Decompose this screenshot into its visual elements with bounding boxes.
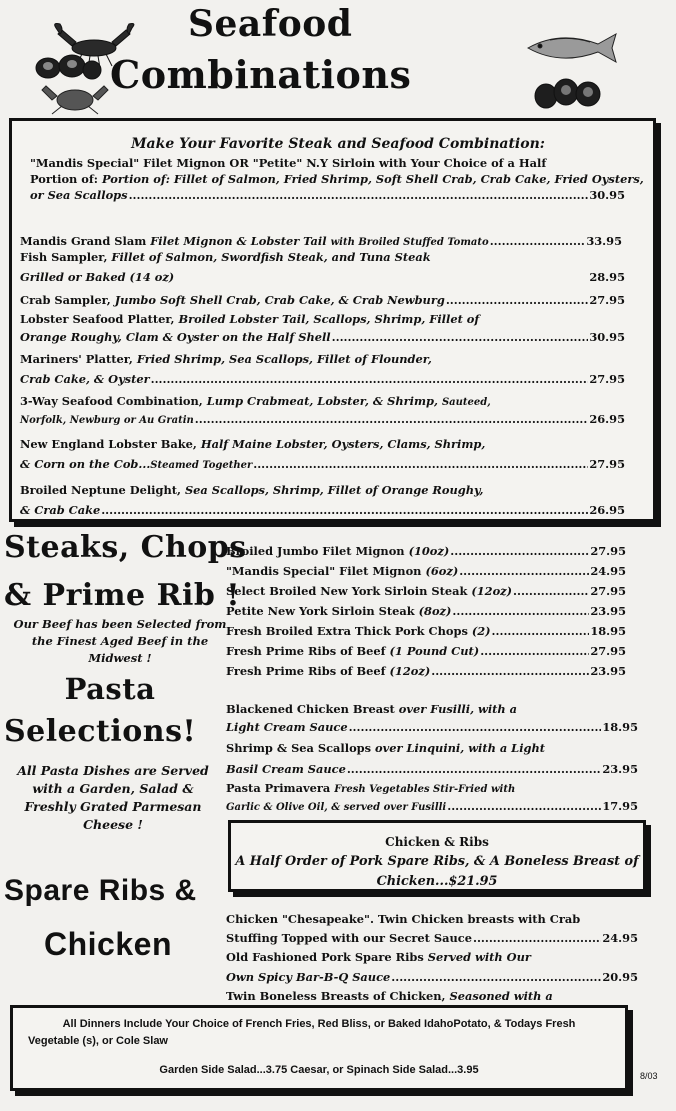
seafood-intro-line2: Portion of: Portion of: Fillet of Salmon, Fried Shrimp, Soft Shell Crab, Crab Cake, Fried Oysters, <box>30 172 644 186</box>
item-note: Steamed Together <box>150 460 253 471</box>
pasta-note-line: Cheese ! <box>83 817 143 832</box>
menu-item-neptune-delight-line2 <box>20 503 625 518</box>
chicken-ribs-title: Chicken & Ribs <box>385 835 489 849</box>
seafood-intro-last: or Sea Scallops <box>30 188 128 202</box>
item-desc: Broiled Lobster Tail, Scallops, Shrimp, Fillet of <box>178 312 480 326</box>
menu-item-mariners-platter <box>20 352 432 367</box>
steaks-note-line: Midwest ! <box>88 651 152 665</box>
seafood-intro-line3 <box>30 188 625 203</box>
menu-item-blackened-chicken-line2 <box>226 720 638 735</box>
steaks-heading-line2: & Prime Rib ! <box>4 578 240 613</box>
ribs-heading-line2: Chicken <box>44 926 172 962</box>
item-desc: Jumbo Soft Shell Crab, Crab Cake, & Crab Newburg <box>114 293 445 307</box>
item-price: 24.95 <box>602 931 638 945</box>
item-name: Fish Sampler, <box>20 250 108 264</box>
item-desc: Norfolk, Newburg or Au Gratin <box>20 415 194 426</box>
item-name: Select Broiled New York Sirloin Steak <box>226 584 468 598</box>
item-size: (10oz) <box>408 544 450 558</box>
menu-item-lobster-bake <box>20 437 485 452</box>
crab-icon <box>40 78 110 116</box>
menu-item-pasta-primavera <box>226 781 515 797</box>
item-size: (1 Pound Cut) <box>389 644 480 658</box>
mussels-icon <box>532 72 604 114</box>
item-desc: Crab Cake, & Oyster <box>20 372 150 386</box>
item-desc: & Crab Cake <box>20 503 101 517</box>
chicken-ribs-line2: Chicken...$21.95 <box>376 874 498 889</box>
menu-item-crab-sampler <box>20 293 625 308</box>
item-name: Fresh Broiled Extra Thick Pork Chops <box>226 624 468 638</box>
pasta-heading-line1: Pasta <box>64 672 156 706</box>
item-desc: Own Spicy Bar-B-Q Sauce <box>226 970 391 984</box>
menu-item-fish-sampler <box>20 250 431 265</box>
item-name: Crab Sampler, <box>20 293 111 307</box>
item-size: (12oz) <box>389 664 431 678</box>
menu-item-shrimp-scallops <box>226 741 545 756</box>
item-desc: Light Cream Sauce <box>226 720 348 734</box>
footer-sides-content <box>14 1016 624 1079</box>
pasta-note-line: Freshly Grated Parmesan <box>24 799 202 814</box>
item-desc: & Corn on the Cob... <box>20 457 151 471</box>
page-code: 8/03 <box>640 1071 658 1081</box>
item-price: 27.95 <box>589 457 625 471</box>
item-name: New England Lobster Bake, <box>20 437 197 451</box>
menu-item-shrimp-scallops-line2 <box>226 762 638 777</box>
item-price: 26.95 <box>589 412 625 426</box>
item-desc: Stuffing Topped with our Secret Sauce <box>226 931 472 945</box>
item-size: (6oz) <box>425 564 459 578</box>
page-title-line2: Combinations <box>110 52 412 97</box>
item-price: 18.95 <box>590 624 626 638</box>
menu-item-pork-spare-ribs-line2 <box>226 970 638 985</box>
item-desc: Served with Our <box>427 950 531 964</box>
menu-item-pasta-primavera-line2 <box>226 799 638 815</box>
menu-item-pork-chops <box>226 624 626 639</box>
menu-item-pork-spare-ribs <box>226 950 531 965</box>
item-desc: Half Maine Lobster, Oysters, Clams, Shrimp, <box>200 437 486 451</box>
item-price: 23.95 <box>602 762 638 776</box>
footer-line1: All Dinners Include Your Choice of French Fries, Red Bliss, or Baked IdahoPotato, & Todays Fresh <box>62 1018 576 1030</box>
item-price: 27.95 <box>590 584 626 598</box>
menu-item-lobster-bake-line2 <box>20 457 625 473</box>
menu-item-3way-seafood <box>20 394 491 410</box>
menu-item-jumbo-filet <box>226 544 626 559</box>
item-desc: over Linquini, with a Light <box>375 741 546 755</box>
item-name: Old Fashioned Pork Spare Ribs <box>226 950 424 964</box>
menu-item-prime-rib-pound <box>226 644 626 659</box>
pasta-note-line: with a Garden, Salad & <box>32 781 194 796</box>
menu-item-lobster-platter-line2 <box>20 330 625 345</box>
pasta-note-line: All Pasta Dishes are Served <box>17 763 209 778</box>
item-price: 23.95 <box>590 604 626 618</box>
seafood-heading <box>0 136 676 152</box>
item-desc: Basil Cream Sauce <box>226 762 346 776</box>
menu-item-prime-rib-12oz <box>226 664 626 679</box>
menu-item-fish-sampler-line2 <box>20 270 625 285</box>
steaks-note-line: Our Beef has been Selected from <box>13 617 227 631</box>
seafood-heading-text: Make Your Favorite Steak and Seafood Combination: <box>131 136 545 152</box>
seafood-intro-line1: "Mandis Special" Filet Mignon OR "Petite" N.Y Sirloin with Your Choice of a Half <box>30 156 547 170</box>
item-name: Lobster Seafood Platter, <box>20 312 175 326</box>
item-price: 27.95 <box>589 372 625 386</box>
menu-item-lobster-platter <box>20 312 479 327</box>
item-note: with Broiled Stuffed Tomato <box>330 237 489 248</box>
menu-item-mandis-filet <box>226 564 626 579</box>
item-name: Blackened Chicken Breast <box>226 702 395 716</box>
chicken-ribs-box-content <box>232 832 642 892</box>
item-name: Pasta Primavera <box>226 781 331 795</box>
seafood-intro-price: 30.95 <box>589 188 625 202</box>
menu-item-mariners-platter-line2 <box>20 372 625 387</box>
steaks-note <box>0 616 240 667</box>
item-price: 27.95 <box>590 644 626 658</box>
item-desc: Fried Shrimp, Sea Scallops, Fillet of Flounder, <box>136 352 432 366</box>
item-price: 27.95 <box>589 293 625 307</box>
item-desc: Fresh Vegetables Stir-Fried with <box>334 784 516 795</box>
item-name: Broiled Jumbo Filet Mignon <box>226 544 405 558</box>
item-size: (8oz) <box>418 604 452 618</box>
item-name: 3-Way Seafood Combination, <box>20 394 203 408</box>
item-price: 17.95 <box>602 799 638 813</box>
fish-icon <box>520 28 620 68</box>
item-price: 26.95 <box>589 503 625 517</box>
item-name: Petite New York Sirloin Steak <box>226 604 415 618</box>
seafood-intro-options: Portion of: Fillet of Salmon, Fried Shrimp, Soft Shell Crab, Crab Cake, Fried Oysters, <box>101 172 644 186</box>
ribs-heading-line1: Spare Ribs & <box>4 874 197 907</box>
menu-item-blackened-chicken <box>226 702 517 717</box>
item-desc: Sea Scallops, Shrimp, Fillet of Orange Roughy, <box>184 483 484 497</box>
item-name: Shrimp & Sea Scallops <box>226 741 372 755</box>
item-desc: over Fusilli, with a <box>398 702 518 716</box>
item-size: (12oz) <box>471 584 513 598</box>
item-desc: Lump Crabmeat, Lobster, & Shrimp, <box>206 394 438 408</box>
item-name: Broiled Neptune Delight, <box>20 483 181 497</box>
item-name: "Mandis Special" Filet Mignon <box>226 564 422 578</box>
page-title-line1: Seafood <box>188 3 353 45</box>
menu-item-neptune-delight <box>20 483 484 498</box>
item-name: Mariners' Platter, <box>20 352 133 366</box>
item-price: 18.95 <box>602 720 638 734</box>
menu-item-ny-sirloin <box>226 584 626 599</box>
item-size: (2) <box>471 624 491 638</box>
item-price: 20.95 <box>602 970 638 984</box>
item-name: Fresh Prime Ribs of Beef <box>226 644 386 658</box>
pasta-heading-line2: Selections! <box>4 714 197 749</box>
steaks-heading-line1: Steaks, Chops <box>4 530 247 565</box>
item-note: Sauteed, <box>441 397 491 408</box>
item-name: Mandis Grand Slam <box>20 234 147 248</box>
item-desc: Garlic & Olive Oil, & served over Fusilli <box>226 802 447 813</box>
pasta-note <box>0 762 226 834</box>
chicken-ribs-line1: A Half Order of Pork Spare Ribs, & A Boneless Breast of <box>235 854 639 869</box>
footer-line2: Vegetable (s), or Cole Slaw <box>28 1035 168 1047</box>
footer-line3: Garden Side Salad...3.75 Caesar, or Spinach Side Salad...3.95 <box>159 1064 479 1076</box>
steaks-note-line: the Finest Aged Beef in the <box>31 634 209 648</box>
menu-item-chicken-chesapeake <box>226 912 580 927</box>
item-price: 23.95 <box>590 664 626 678</box>
item-name: Twin Boneless Breasts of Chicken, <box>226 989 446 1003</box>
item-name: Chicken "Chesapeake". Twin Chicken breasts with Crab <box>226 912 581 926</box>
item-name: Fresh Prime Ribs of Beef <box>226 664 386 678</box>
item-price: 30.95 <box>589 330 625 344</box>
menu-item-twin-chicken <box>226 989 553 1004</box>
menu-item-grand-slam <box>20 234 622 250</box>
item-desc: Grilled or Baked (14 oz) <box>20 270 175 284</box>
menu-item-petite-sirloin <box>226 604 626 619</box>
item-desc: Filet Mignon & Lobster Tail <box>150 234 327 248</box>
item-price: 33.95 <box>586 234 622 248</box>
menu-item-chicken-chesapeake-line2 <box>226 931 638 946</box>
item-price: 28.95 <box>589 270 625 284</box>
menu-item-3way-seafood-line2 <box>20 412 625 428</box>
item-desc: Seasoned with a <box>449 989 553 1003</box>
item-price: 24.95 <box>590 564 626 578</box>
item-desc: Orange Roughy, Clam & Oyster on the Half Shell <box>20 330 331 344</box>
item-desc: Fillet of Salmon, Swordfish Steak, and Tuna Steak <box>111 250 431 264</box>
item-price: 27.95 <box>590 544 626 558</box>
